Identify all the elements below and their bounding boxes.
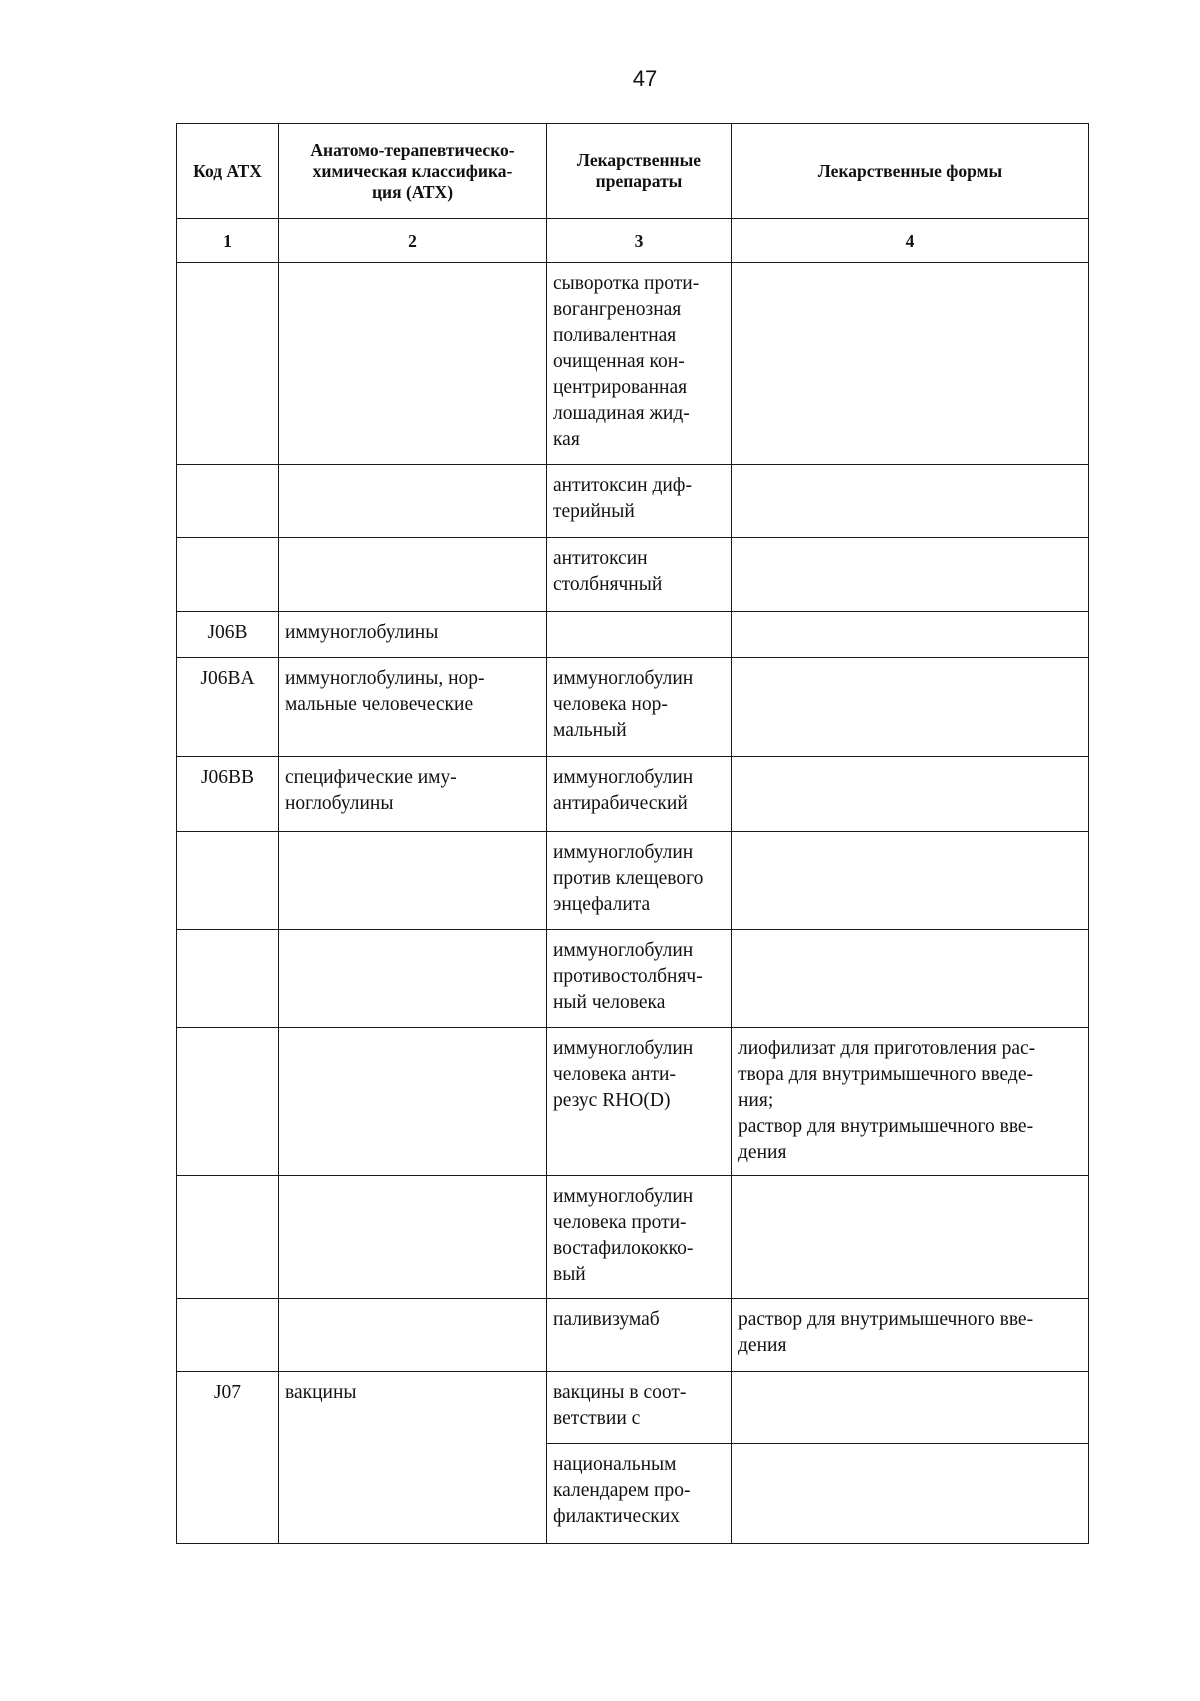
table-row <box>177 757 1089 832</box>
dosage-forms-cell <box>732 1444 1089 1544</box>
drug-cell: антитоксин диф- терийный <box>547 465 732 538</box>
column-number: 1 <box>177 219 279 263</box>
drug-cell: иммуноглобулин антирабический <box>547 757 732 832</box>
atc-code-cell: J06BA <box>177 658 279 757</box>
classification-cell <box>279 832 547 930</box>
dosage-forms-cell <box>732 538 1089 612</box>
table-row <box>177 538 1089 612</box>
table-row <box>177 263 1089 465</box>
table-header <box>177 124 1089 263</box>
dosage-forms-cell: раствор для внутримышечного вве- дения <box>732 1299 1089 1372</box>
column-number: 3 <box>547 219 732 263</box>
atc-code-cell <box>177 1028 279 1176</box>
column-number-row <box>177 219 1089 263</box>
classification-cell: специфические иму- ноглобулины <box>279 757 547 832</box>
classification-cell <box>279 930 547 1028</box>
dosage-forms-cell <box>732 832 1089 930</box>
drug-cell: сыворотка проти- вогангренозная поливалентная очищенная кон- центрированная лошадиная жид- кая <box>547 263 732 465</box>
table-row <box>177 612 1089 658</box>
dosage-forms-cell <box>732 1176 1089 1299</box>
header-dosage-forms: Лекарственные формы <box>732 124 1089 219</box>
atc-code-cell <box>177 465 279 538</box>
drug-cell: антитоксин столбнячный <box>547 538 732 612</box>
header-atc-code: Код АТХ <box>177 124 279 219</box>
table-body <box>177 263 1089 1544</box>
dosage-forms-cell <box>732 930 1089 1028</box>
table-row <box>177 1176 1089 1299</box>
atc-code-cell <box>177 1176 279 1299</box>
header-atc-classification: Анатомо-терапевтическо- химическая классифика- ция (АТХ) <box>279 124 547 219</box>
atc-code-cell <box>177 1299 279 1372</box>
dosage-forms-cell <box>732 612 1089 658</box>
drug-cell: иммуноглобулин человека анти- резус RHO(D) <box>547 1028 732 1176</box>
atc-code-cell: J06BB <box>177 757 279 832</box>
classification-cell <box>279 1299 547 1372</box>
header-row <box>177 124 1089 219</box>
table-row <box>177 465 1089 538</box>
drug-cell: иммуноглобулин противостолбняч- ный человека <box>547 930 732 1028</box>
classification-cell: иммуноглобулины, нор- мальные человеческие <box>279 658 547 757</box>
atc-code-cell: J06B <box>177 612 279 658</box>
atc-drug-table <box>176 123 1089 1544</box>
header-drugs: Лекарственные препараты <box>547 124 732 219</box>
classification-cell <box>279 263 547 465</box>
table-row <box>177 930 1089 1028</box>
drug-cell: иммуноглобулин человека нор- мальный <box>547 658 732 757</box>
table-row <box>177 1028 1089 1176</box>
drug-cell: паливизумаб <box>547 1299 732 1372</box>
drug-cell: иммуноглобулин против клещевого энцефалита <box>547 832 732 930</box>
atc-code-cell <box>177 538 279 612</box>
dosage-forms-cell <box>732 1372 1089 1444</box>
classification-cell: вакцины <box>279 1372 547 1544</box>
table-row <box>177 832 1089 930</box>
dosage-forms-cell <box>732 263 1089 465</box>
table-row <box>177 1299 1089 1372</box>
classification-cell <box>279 465 547 538</box>
atc-code-cell <box>177 263 279 465</box>
column-number: 4 <box>732 219 1089 263</box>
table-row <box>177 1372 1089 1444</box>
classification-cell <box>279 1176 547 1299</box>
atc-code-cell <box>177 930 279 1028</box>
dosage-forms-cell <box>732 465 1089 538</box>
drug-cell: вакцины в соот- ветствии с <box>547 1372 732 1444</box>
page-number: 47 <box>632 66 658 91</box>
dosage-forms-cell: лиофилизат для приготовления рас- твора для внутримышечного введе- ния; раствор для внутримышечного вве- дения <box>732 1028 1089 1176</box>
table-row <box>177 658 1089 757</box>
dosage-forms-cell <box>732 658 1089 757</box>
classification-cell <box>279 538 547 612</box>
atc-code-cell: J07 <box>177 1372 279 1544</box>
classification-cell <box>279 1028 547 1176</box>
dosage-forms-cell <box>732 757 1089 832</box>
drug-cell: национальным календарем про- филактических <box>547 1444 732 1544</box>
atc-code-cell <box>177 832 279 930</box>
classification-cell: иммуноглобулины <box>279 612 547 658</box>
drug-cell: иммуноглобулин человека проти- востафилококко- вый <box>547 1176 732 1299</box>
drug-cell <box>547 612 732 658</box>
column-number: 2 <box>279 219 547 263</box>
